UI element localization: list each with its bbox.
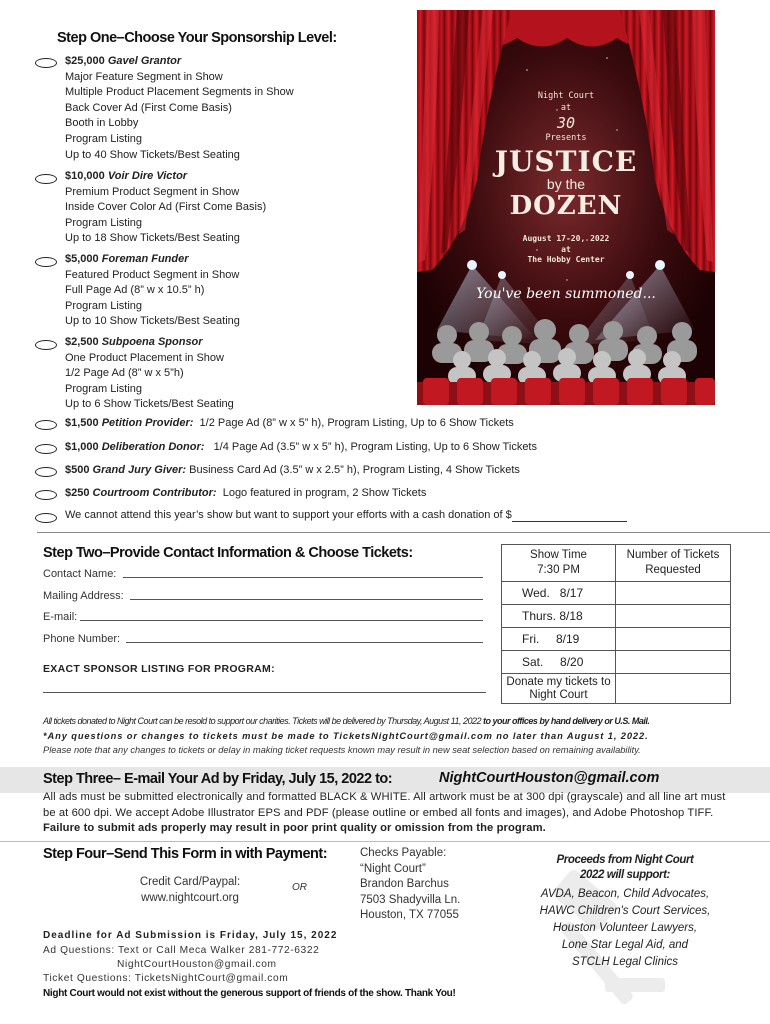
poster-title-dozen: DOZEN (509, 191, 623, 221)
level-benefit: Multiple Product Placement Segments in Show (65, 86, 294, 99)
field-label: E-mail: (43, 611, 78, 623)
step-three-body (43, 790, 733, 837)
level-1500-radio[interactable] (35, 420, 57, 430)
level-name: Voir Dire Victor (107, 170, 188, 182)
step-two-heading: Step Two–Provide Contact Information & Choose Tickets: (43, 545, 413, 561)
tickets-wed-input[interactable] (616, 582, 731, 605)
step-four-heading: Step Four–Send This Form in with Payment: (43, 846, 328, 862)
tickets-requested-header: Number of Tickets Requested (616, 545, 731, 582)
show-date-wed: Wed. 8/17 (502, 582, 616, 605)
ticket-questions-text: Ticket Questions: TicketsNightCourt@gmail.com (43, 973, 289, 984)
step-one-heading: Step One–Choose Your Sponsorship Level: (57, 30, 337, 46)
beneficiary: Lone Star Legal Aid, and (561, 939, 689, 951)
field-underline (130, 599, 483, 600)
level-2500-block (65, 335, 234, 413)
level-name: Courtroom Contributor: (92, 487, 217, 499)
level-desc: 1/2 Page Ad (8” w x 5” h), Program Listing, Up to 6 Show Tickets (199, 417, 514, 429)
deadline-text: Deadline for Ad Submission is Friday, July 15, 2022 (43, 930, 338, 941)
show-date-fri: Fri. 8/19 (502, 628, 616, 651)
check-line: Brandon Barchus (360, 878, 449, 890)
level-amount: $5,000 (65, 253, 99, 265)
poster-thirty: 30 (556, 114, 576, 132)
level-desc: Logo featured in program, 2 Show Tickets (222, 487, 427, 499)
level-benefit: Program Listing (65, 382, 143, 395)
credit-card-block (120, 874, 260, 906)
level-name: Gavel Grantor (107, 55, 182, 67)
show-time-header: Show Time 7:30 PM (502, 545, 616, 582)
level-25000-radio[interactable] (35, 58, 57, 68)
level-1000-radio[interactable] (35, 444, 57, 454)
check-payable-block (360, 846, 460, 924)
show-date-thu: Thurs. 8/18 (502, 605, 616, 628)
mailing-address-field[interactable] (43, 590, 483, 602)
email-field[interactable] (43, 611, 483, 623)
level-benefit: Featured Product Segment in Show (65, 268, 240, 281)
donation-row (65, 509, 627, 522)
tickets-note-2: *Any questions or changes to tickets must be made to TicketsNightCourt@gmail.com no later than August 1, 2022. (43, 731, 649, 741)
level-250-radio[interactable] (35, 490, 57, 500)
level-1000-row (65, 441, 537, 453)
payment-url[interactable]: www.nightcourt.org (141, 892, 239, 904)
divider (37, 532, 770, 533)
poster-line: Presents (545, 133, 587, 143)
poster-event-info (417, 234, 715, 266)
poster-at: at (561, 244, 571, 254)
level-benefit: One Product Placement in Show (65, 351, 224, 364)
poster-title-bythe: by the (546, 176, 586, 192)
sponsor-listing-field[interactable] (43, 692, 486, 693)
donation-radio[interactable] (35, 513, 57, 523)
poster-tagline: You've been summoned... (476, 286, 656, 302)
check-line: 7503 Shadyvilla Ln. (360, 893, 461, 906)
poster-line: at (560, 103, 572, 113)
thank-you-text: Night Court would not exist without the generous support of friends of the show. Thank You! (43, 988, 456, 999)
level-desc: 1/4 Page Ad (3.5” w x 5” h), Program Listing, Up to 6 Show Tickets (213, 441, 537, 453)
show-date-sat: Sat. 8/20 (502, 651, 616, 674)
level-desc: Business Card Ad (3.5” w x 2.5” h), Program Listing, 4 Show Tickets (189, 464, 520, 476)
level-5000-block (65, 252, 240, 330)
proceeds-heading: Proceeds from Night Court 2022 will support: (556, 854, 694, 881)
event-poster (417, 10, 715, 405)
ad-questions-email[interactable]: NightCourtHouston@gmail.com (117, 959, 277, 970)
tickets-note-3: Please note that any changes to tickets or delay in making ticket requests known may result in new seat selection based on remaining availability. (43, 745, 641, 755)
level-name: Petition Provider: (101, 417, 194, 429)
level-250-row (65, 487, 426, 499)
field-underline (80, 620, 483, 621)
level-amount: $10,000 (65, 170, 105, 182)
donate-tickets-label: Donate my tickets to Night Court (502, 674, 616, 704)
field-underline (123, 577, 483, 578)
level-amount: $250 (65, 487, 90, 499)
level-benefit: 1/2 Page Ad (8” w x 5”h) (65, 367, 184, 380)
step-three-heading: Step Three– E-mail Your Ad by Friday, July 15, 2022 to: (43, 771, 393, 787)
level-name: Deliberation Donor: (101, 441, 205, 453)
note-emphasis: to your offices by hand delivery or U.S. Mail. (483, 716, 650, 726)
ad-requirements: All ads must be submitted electronically and formatted BLACK & WHITE. All artwork must be at 300 dpi (grayscale) and all line art must be at 600 dpi. We accept Adobe Illustrator EPS and PDF (please outline or embed all fonts and images), and Adobe Photoshop TIFF. (43, 791, 726, 819)
level-10000-block (65, 169, 266, 247)
poster-header (417, 90, 715, 144)
field-underline (126, 642, 483, 643)
check-line: “Night Court” (360, 862, 426, 875)
note-text: All tickets donated to Night Court can be resold to support our charities. Tickets will be delivered by Thursday, August 11, 2022 (43, 716, 482, 726)
or-label: OR (292, 882, 307, 893)
level-benefit: Up to 40 Show Tickets/Best Seating (65, 148, 240, 161)
level-500-row (65, 464, 520, 476)
tickets-note-1 (43, 716, 763, 726)
field-label: Contact Name: (43, 568, 117, 580)
level-benefit: Back Cover Ad (First Come Basis) (65, 101, 232, 114)
level-benefit: Program Listing (65, 216, 143, 229)
tickets-thu-input[interactable] (616, 605, 731, 628)
level-name: Foreman Funder (101, 253, 189, 265)
divider (0, 841, 770, 842)
level-1500-row (65, 417, 514, 429)
poster-title (417, 147, 715, 221)
ad-warning: Failure to submit ads properly may result in poor print quality or omission from the program. (43, 822, 546, 834)
check-line: Checks Payable: (360, 847, 447, 859)
level-name: Grand Jury Giver: (92, 464, 187, 476)
phone-number-field[interactable] (43, 633, 483, 645)
poster-dates: August 17-20, 2022 (522, 234, 610, 243)
field-label: Phone Number: (43, 633, 121, 645)
level-amount: $1,500 (65, 417, 99, 429)
level-500-radio[interactable] (35, 467, 57, 477)
level-benefit: Up to 6 Show Tickets/Best Seating (65, 398, 234, 411)
level-benefit: Up to 10 Show Tickets/Best Seating (65, 315, 240, 328)
credit-card-label: Credit Card/Paypal: (139, 876, 241, 888)
ad-submission-email[interactable]: NightCourtHouston@gmail.com (439, 770, 660, 786)
level-10000-radio[interactable] (35, 174, 57, 184)
poster-line: Night Court (537, 91, 595, 101)
poster-venue: The Hobby Center (527, 255, 605, 264)
tickets-sat-input[interactable] (616, 651, 731, 674)
donation-amount-field[interactable] (512, 509, 627, 522)
beneficiary: Houston Volunteer Lawyers, (552, 922, 698, 934)
level-amount: $25,000 (65, 55, 105, 67)
contact-name-field[interactable] (43, 568, 483, 580)
level-benefit: Up to 18 Show Tickets/Best Seating (65, 232, 240, 245)
level-amount: $2,500 (65, 336, 99, 348)
level-benefit: Premium Product Segment in Show (65, 185, 240, 198)
poster-title-justice: JUSTICE (494, 145, 638, 178)
level-25000-block (65, 54, 294, 163)
beneficiary: STCLH Legal Clinics (571, 956, 679, 968)
tickets-table (501, 544, 731, 704)
level-benefit: Program Listing (65, 132, 143, 145)
donation-label: We cannot attend this year’s show but want to support your efforts with a cash donation of $ (65, 509, 512, 521)
field-label: Mailing Address: (43, 590, 124, 602)
level-benefit: Major Feature Segment in Show (65, 70, 223, 83)
level-amount: $500 (65, 464, 90, 476)
level-benefit: Program Listing (65, 299, 143, 312)
level-benefit: Inside Cover Color Ad (First Come Basis) (65, 201, 267, 214)
level-amount: $1,000 (65, 441, 99, 453)
beneficiary: AVDA, Beacon, Child Advocates, (540, 888, 710, 900)
tickets-fri-input[interactable] (616, 628, 731, 651)
tickets-donate-input[interactable] (616, 674, 731, 704)
check-line: Houston, TX 77055 (360, 909, 459, 921)
ad-questions-text: Ad Questions: Text or Call Meca Walker 281-772-6322 (43, 945, 320, 956)
beneficiary: HAWC Children's Court Services, (539, 905, 711, 917)
level-benefit: Full Page Ad (8” w x 10.5” h) (65, 284, 205, 297)
level-benefit: Booth in Lobby (65, 117, 139, 130)
level-name: Subpoena Sponsor (101, 336, 203, 348)
sponsor-listing-label: EXACT SPONSOR LISTING FOR PROGRAM: (43, 663, 275, 675)
proceeds-block (530, 853, 720, 971)
level-5000-radio[interactable] (35, 257, 57, 267)
level-2500-radio[interactable] (35, 340, 57, 350)
